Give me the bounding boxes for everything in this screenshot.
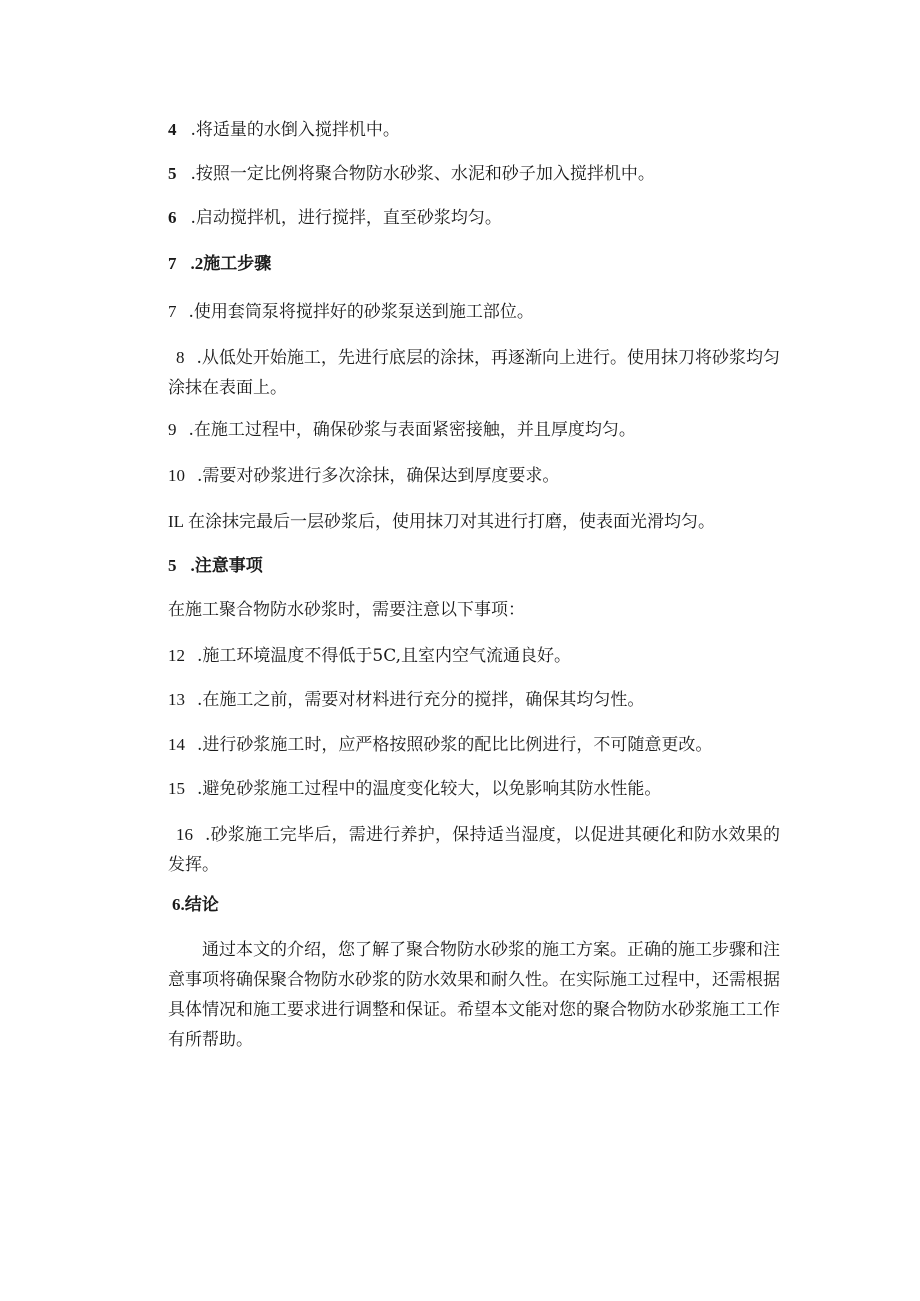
section-title: .注意事项 — [190, 556, 263, 575]
section-heading — [168, 554, 263, 578]
section-title: .2施工步骤 — [190, 254, 272, 273]
list-item — [168, 644, 571, 668]
item-number: 16 — [176, 825, 193, 844]
section-number: 5 — [168, 556, 177, 575]
list-item — [168, 464, 559, 488]
list-item — [168, 418, 636, 442]
item-number: 4 — [168, 120, 177, 139]
item-number: 7 — [168, 302, 177, 321]
item-number: 12 — [168, 646, 185, 665]
item-number: 8 — [176, 348, 185, 367]
item-number: 10 — [168, 466, 185, 485]
list-item — [168, 300, 534, 324]
item-text: .施工环境温度不得低于5C,且室内空气流通良好。 — [197, 646, 572, 666]
section-heading: 6.结论 — [172, 895, 219, 914]
item-number: 13 — [168, 690, 185, 709]
list-item — [168, 733, 712, 757]
item-text: .进行砂浆施工时，应严格按照砂浆的配比比例进行，不可随意更改。 — [197, 735, 713, 755]
item-text: 在涂抹完最后一层砂浆后，使用抹刀对其进行打磨，使表面光滑均匀。 — [188, 512, 716, 532]
list-item — [168, 777, 661, 801]
item-text: .在施工过程中，确保砂浆与表面紧密接触，并且厚度均匀。 — [188, 420, 636, 440]
item-text: .启动搅拌机，进行搅拌，直至砂浆均匀。 — [190, 208, 502, 228]
conclusion-paragraph: 通过本文的介绍，您了解了聚合物防水砂浆的施工方案。正确的施工步骤和注意事项将确保聚合物防水砂浆的防水效果和耐久性。在实际施工过程中，还需根据具体情况和施工要求进行调整和保证。希望本文能对您的聚合物防水砂浆施工工作有所帮助。 — [168, 940, 780, 1050]
item-text: .按照一定比例将聚合物防水砂浆、水泥和砂子加入搅拌机中。 — [190, 164, 655, 184]
item-text: .将适量的水倒入搅拌机中。 — [190, 120, 400, 140]
item-number: 14 — [168, 735, 185, 754]
list-item — [168, 206, 502, 230]
item-number: 9 — [168, 420, 177, 439]
item-number: 6 — [168, 208, 177, 227]
item-text: .使用套筒泵将搅拌好的砂浆泵送到施工部位。 — [188, 302, 534, 322]
section-heading — [168, 252, 271, 276]
list-item — [168, 118, 400, 142]
list-item — [168, 688, 644, 712]
item-number: 15 — [168, 779, 185, 798]
item-number: 5 — [168, 164, 177, 183]
list-item — [168, 343, 780, 403]
list-item — [168, 510, 715, 534]
list-item — [168, 162, 655, 186]
item-text: .需要对砂浆进行多次涂抹，确保达到厚度要求。 — [197, 466, 560, 486]
item-text: .避免砂浆施工过程中的温度变化较大，以免影响其防水性能。 — [197, 779, 662, 799]
item-text: .砂浆施工完毕后，需进行养护，保持适当湿度，以促进其硬化和防水效果的发挥。 — [168, 825, 780, 875]
item-text: .从低处开始施工，先进行底层的涂抹，再逐渐向上进行。使用抹刀将砂浆均匀涂抹在表面上。 — [168, 348, 780, 398]
item-text: .在施工之前，需要对材料进行充分的搅拌，确保其均匀性。 — [197, 690, 645, 710]
item-number: IL — [168, 512, 185, 531]
section-number: 7 — [168, 254, 177, 273]
list-item — [168, 820, 780, 880]
notes-intro: 在施工聚合物防水砂浆时，需要注意以下事项： — [168, 600, 525, 620]
